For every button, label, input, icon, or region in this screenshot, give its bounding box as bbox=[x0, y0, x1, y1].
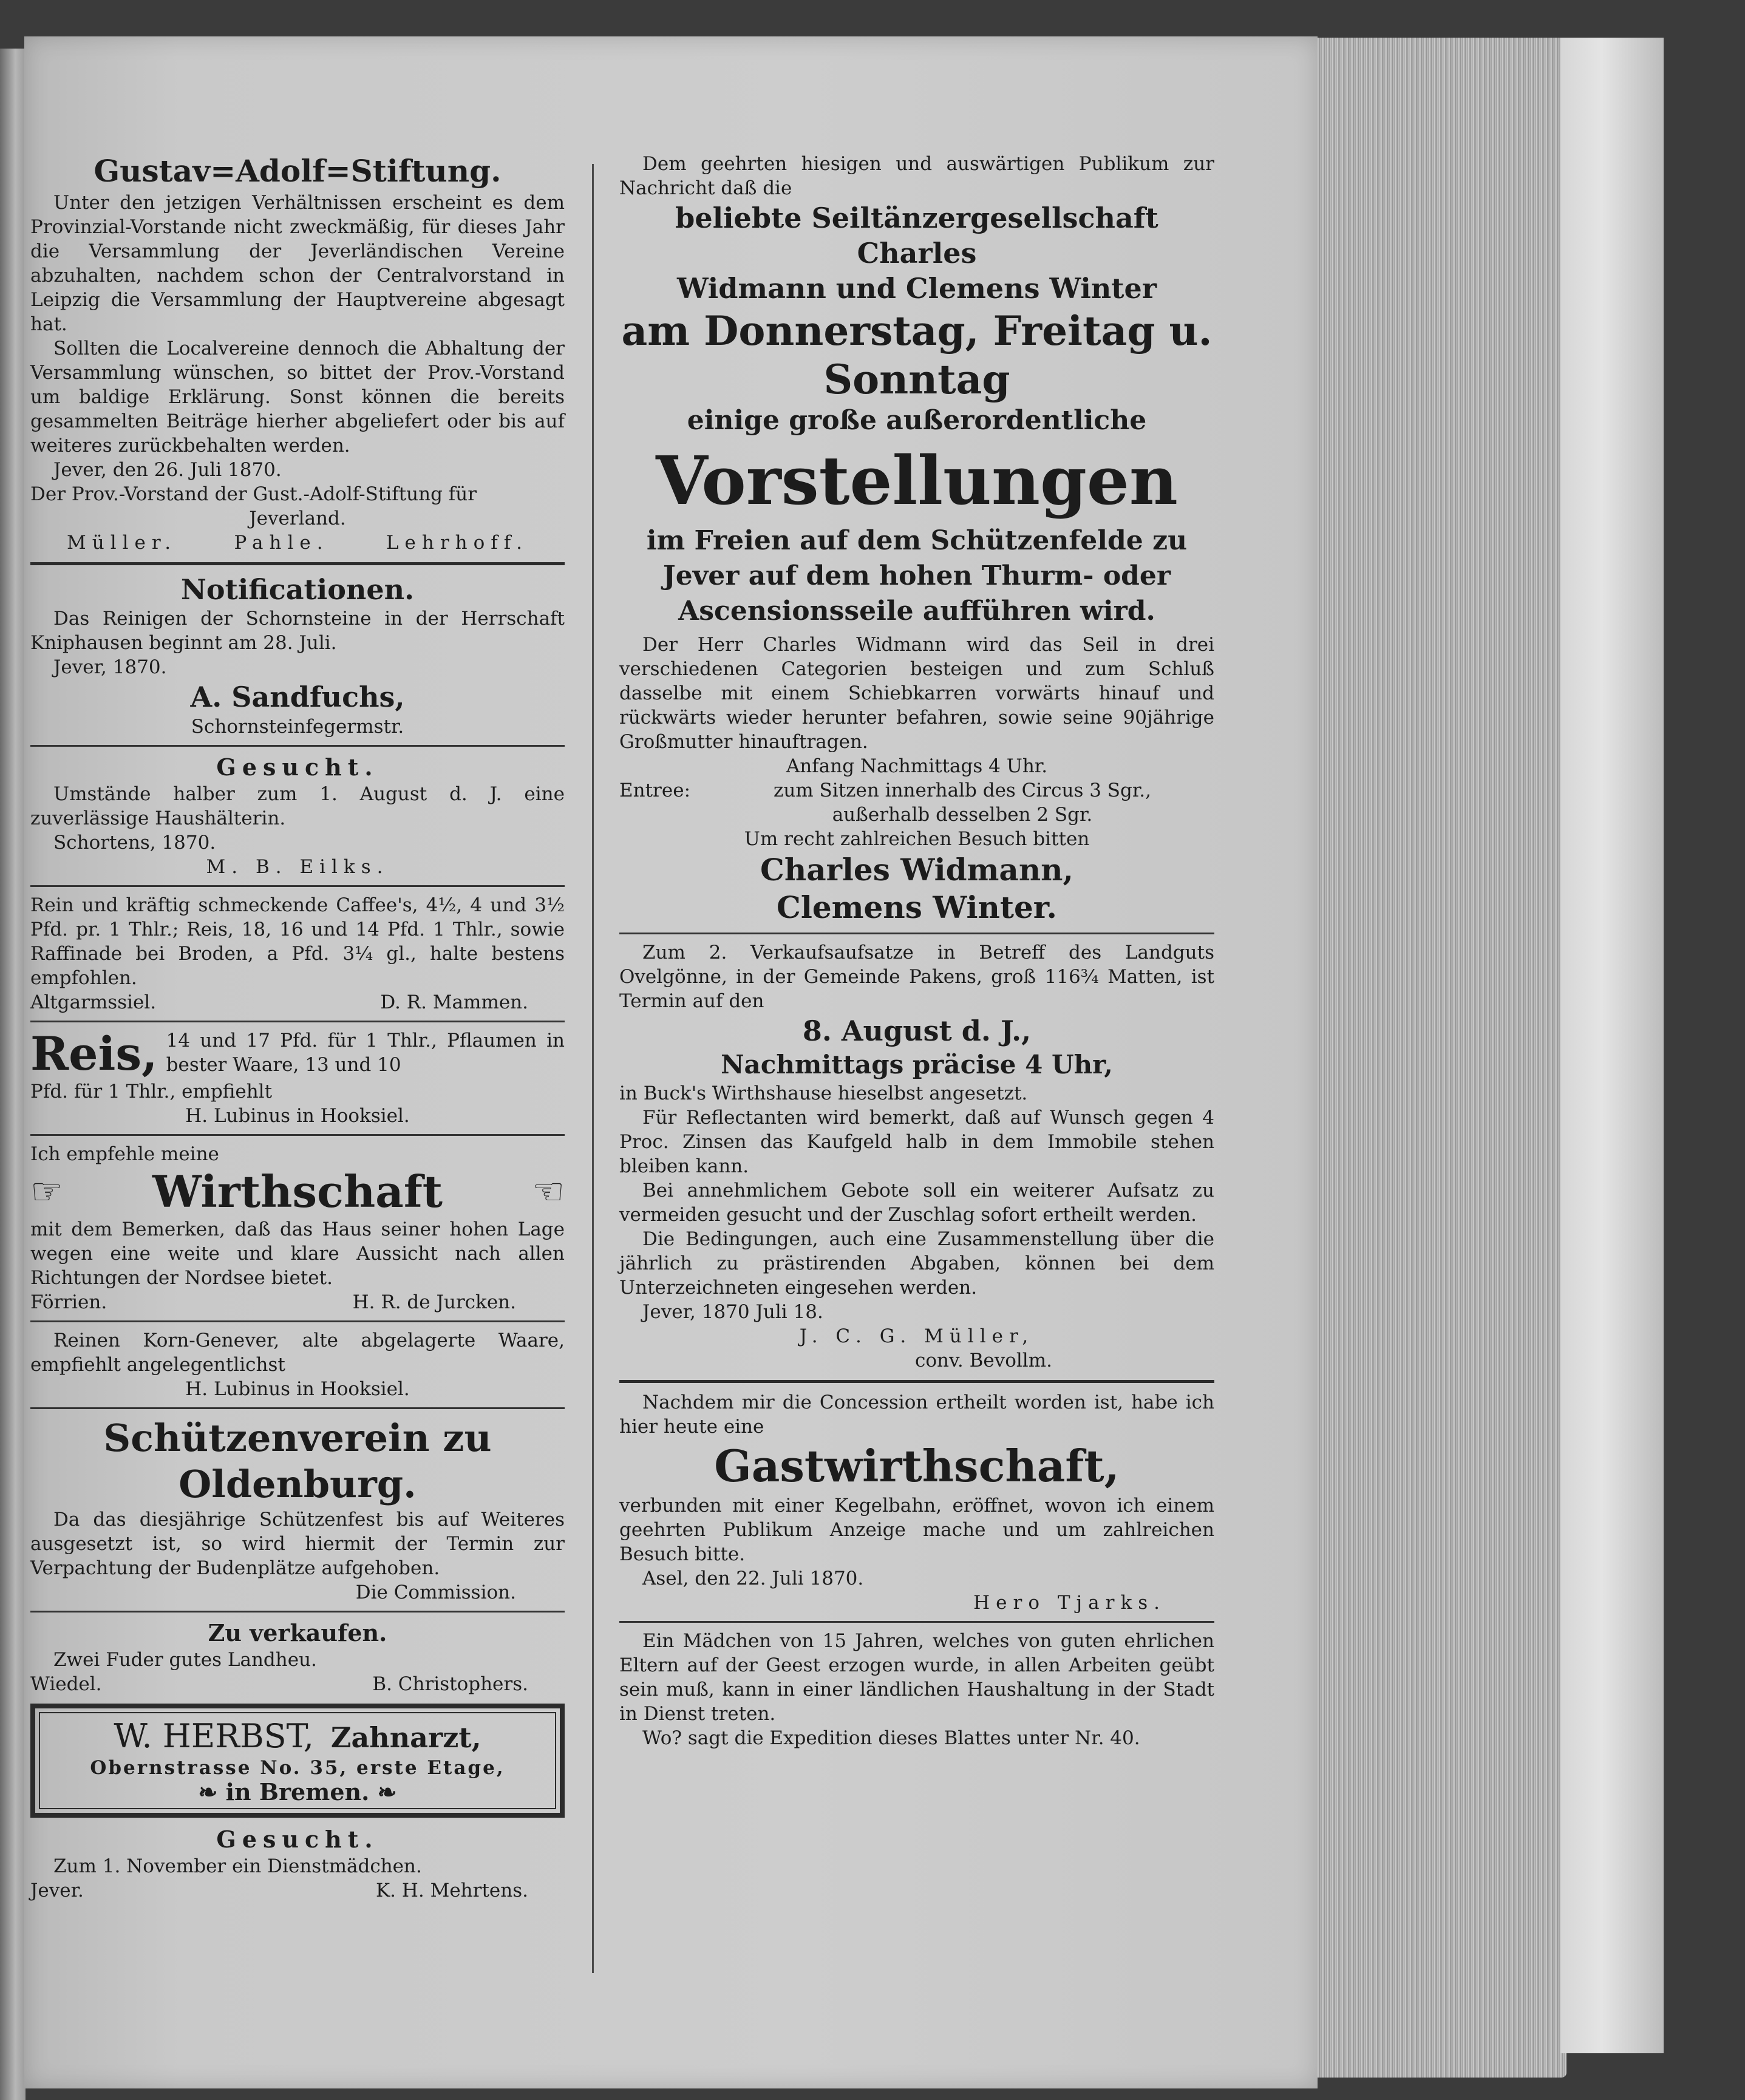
name: Lehrhoff. bbox=[386, 532, 528, 554]
divider bbox=[30, 1021, 565, 1022]
signature: H. R. de Jurcken. bbox=[352, 1291, 516, 1313]
dentist-name: W. HERBST, bbox=[114, 1717, 314, 1755]
entree-price: außerhalb desselben 2 Sgr. bbox=[832, 804, 1093, 826]
paragraph: Ein Mädchen von 15 Jahren, welches von guten ehrlichen Eltern auf der Geest erzogen wurde, in allen Arbeiten geübt sein muß, kann in einer ländlichen Haushaltung in der Stadt in Dienst treten. bbox=[619, 1630, 1214, 1725]
right-column bbox=[619, 152, 1214, 1750]
dateline: Jever, 1870 Juli 18. bbox=[642, 1301, 823, 1323]
ad-herbst-zahnarzt bbox=[30, 1704, 565, 1818]
signature-row bbox=[30, 1290, 565, 1314]
name: Müller. bbox=[67, 532, 177, 554]
auction-date: 8. August d. J., bbox=[802, 1014, 1032, 1047]
dateline: Asel, den 22. Juli 1870. bbox=[642, 1568, 864, 1589]
signature-row bbox=[30, 1672, 565, 1696]
column-divider bbox=[592, 164, 594, 1973]
dateline: Schortens, 1870. bbox=[53, 832, 216, 854]
signature-row bbox=[30, 990, 565, 1014]
paragraph: Umstände halber zum 1. August d. J. eine zuverlässige Haushälterin. bbox=[30, 783, 565, 829]
pointing-hand-left-icon: ☜ bbox=[532, 1171, 565, 1213]
signature: K. H. Mehrtens. bbox=[375, 1880, 528, 1901]
signature: J. C. G. Müller, bbox=[799, 1325, 1035, 1347]
signature: M. B. Eilks. bbox=[206, 856, 389, 878]
ad-reis bbox=[30, 1028, 565, 1128]
paragraph: Das Reinigen der Schornsteine in der Herrschaft Kniphausen beginnt am 28. Juli. bbox=[30, 608, 565, 654]
paragraph: Zum 2. Verkaufsaufsatze in Betreff des Landguts Ovelgönne, in der Gemeinde Pakens, groß 116¾ Matten, ist Termin auf den bbox=[619, 942, 1214, 1012]
divider bbox=[30, 562, 565, 565]
paragraph: Bei annehmlichem Gebote soll ein weiterer Aufsatz zu vermeiden gesucht und der Zuschlag sofort ertheilt werden. bbox=[619, 1180, 1214, 1226]
ad-schuetzenverein bbox=[30, 1415, 565, 1605]
entree bbox=[619, 778, 1214, 827]
place: Wiedel. bbox=[30, 1673, 102, 1695]
divider bbox=[619, 1621, 1214, 1623]
place: Altgarmssiel. bbox=[30, 991, 157, 1013]
entree-label: Entree: bbox=[619, 780, 691, 801]
signature-names bbox=[30, 531, 565, 555]
heading: Notificationen. bbox=[180, 573, 415, 606]
paragraph: Pfd. für 1 Thlr., empfiehlt bbox=[30, 1081, 273, 1103]
paragraph: Unter den jetzigen Verhältnissen erscheint es dem Provinzial-Vorstande nicht zweckmäßig, für dieses Jahr die Versammlung der Jeverländischen Vereine abzuhalten, nachdem schon der Centralvorstand in Leipzig die Versammlung der Hauptvereine abgesagt hat. bbox=[30, 192, 565, 335]
ad-seiltaenzer bbox=[619, 152, 1214, 926]
paragraph: in Buck's Wirthshause hieselbst angesetzt. bbox=[619, 1082, 1028, 1104]
paragraph: 14 und 17 Pfd. für 1 Thlr., Pflaumen in bester Waare, 13 und 10 bbox=[166, 1030, 565, 1076]
paragraph: Da das diesjährige Schützenfest bis auf Weiteres ausgesetzt ist, so wird hiermit der Termin zur Verpachtung der Budenplätze aufgehoben. bbox=[30, 1509, 565, 1579]
divider bbox=[30, 885, 565, 887]
heading: Zu verkaufen. bbox=[208, 1619, 387, 1646]
intro: Ich empfehle meine bbox=[30, 1143, 219, 1165]
paragraph: Wo? sagt die Expedition dieses Blattes unter Nr. 40. bbox=[642, 1727, 1140, 1749]
signature-role: Schornsteinfegermstr. bbox=[191, 716, 404, 738]
headline: einige große außerordentliche bbox=[687, 405, 1147, 436]
auction-time: Nachmittags präcise 4 Uhr, bbox=[721, 1050, 1113, 1079]
headline: im Freien auf dem Schützenfelde zu Jever auf dem hohen Thurm- oder Ascensionsseile aufführen wird. bbox=[646, 525, 1188, 627]
intro: Dem geehrten hiesigen und auswärtigen Publikum zur Nachricht daß die bbox=[619, 153, 1214, 199]
divider bbox=[30, 745, 565, 747]
heading: Gesucht. bbox=[216, 753, 379, 781]
place: Jever. bbox=[30, 1880, 84, 1901]
headline-main: Vorstellungen bbox=[656, 441, 1178, 520]
paragraph: Zwei Fuder gutes Landheu. bbox=[53, 1649, 317, 1671]
book-cover-edge bbox=[1560, 38, 1664, 2053]
headline: beliebte Seiltänzergesellschaft Charles bbox=[675, 202, 1158, 270]
dentist-role: Zahnarzt, bbox=[330, 1721, 481, 1754]
divider bbox=[30, 1407, 565, 1409]
ad-notificationen bbox=[30, 573, 565, 739]
signature-role: conv. Bevollm. bbox=[915, 1350, 1052, 1371]
ad-korn-genever bbox=[30, 1328, 565, 1401]
book-page-edges bbox=[1311, 38, 1566, 2078]
start-time: Anfang Nachmittags 4 Uhr. bbox=[786, 755, 1048, 777]
request: Um recht zahlreichen Besuch bitten bbox=[744, 828, 1090, 850]
ad-gesucht-dienstmaedchen bbox=[30, 1825, 565, 1903]
left-column bbox=[30, 152, 565, 1903]
dateline: Jever, den 26. Juli 1870. bbox=[53, 459, 282, 481]
paragraph: Sollten die Localvereine dennoch die Abhaltung der Versammlung wünschen, so bittet der Prov.-Vorstand um baldige Erklärung. Sonst können die bereits gesammelten Beiträge hierher abgeliefert oder bis auf weiteres zurückbehalten werden. bbox=[30, 338, 565, 457]
signature: Die Commission. bbox=[355, 1582, 516, 1603]
intro: Nachdem mir die Concession ertheilt worden ist, habe ich hier heute eine bbox=[619, 1392, 1214, 1438]
facing-page-edge bbox=[0, 49, 26, 2100]
signature: Der Prov.-Vorstand der Gust.-Adolf-Stiftung für bbox=[30, 483, 477, 505]
divider bbox=[619, 933, 1214, 934]
ad-gesucht-haushaelterin bbox=[30, 753, 565, 879]
divider bbox=[30, 1134, 565, 1136]
paragraph: Zum 1. November ein Dienstmädchen. bbox=[53, 1855, 422, 1877]
heading: Gesucht. bbox=[216, 1826, 379, 1853]
signature: D. R. Mammen. bbox=[380, 991, 528, 1013]
ad-zu-verkaufen bbox=[30, 1619, 565, 1696]
signature: Charles Widmann, bbox=[760, 852, 1073, 888]
heading: Schützenverein zu Oldenburg. bbox=[103, 1416, 492, 1506]
headline: am Donnerstag, Freitag u. bbox=[621, 307, 1213, 355]
paragraph: verbunden mit einer Kegelbahn, eröffnet, wovon ich einem geehrten Publikum Anzeige mache und um zahlreichen Besuch bitte. bbox=[619, 1495, 1214, 1565]
signature: Jeverland. bbox=[249, 508, 346, 529]
divider bbox=[30, 1320, 565, 1322]
ad-gastwirthschaft bbox=[619, 1390, 1214, 1615]
place: Förrien. bbox=[30, 1291, 107, 1313]
city: ❧ in Bremen. ❧ bbox=[198, 1778, 397, 1806]
signature: Hero Tjarks. bbox=[973, 1592, 1166, 1614]
paragraph: Reinen Korn-Genever, alte abgelagerte Waare, empfiehlt angelegentlichst bbox=[30, 1330, 565, 1376]
divider bbox=[619, 1380, 1214, 1383]
ad-wirthschaft bbox=[30, 1142, 565, 1314]
ad-title: Wirthschaft bbox=[152, 1166, 443, 1217]
signature: H. Lubinus in Hooksiel. bbox=[185, 1105, 410, 1127]
heading: Gustav=Adolf=Stiftung. bbox=[94, 153, 502, 189]
ad-landgut-verkauf bbox=[619, 940, 1214, 1373]
ornament-icon: ❧ bbox=[369, 1778, 397, 1806]
address: Obernstrasse No. 35, erste Etage, bbox=[90, 1757, 505, 1779]
paragraph: mit dem Bemerken, daß das Haus seiner hohen Lage wegen eine weite und klare Aussicht nach allen Richtungen der Nordsee bietet. bbox=[30, 1218, 565, 1289]
ad-word: Reis, bbox=[30, 1027, 158, 1081]
ad-gustav-adolf bbox=[30, 152, 565, 555]
pointing-hand-right-icon: ☞ bbox=[30, 1171, 63, 1213]
headline: Sonntag bbox=[823, 356, 1010, 403]
paragraph: Rein und kräftig schmeckende Caffee's, 4½, 4 und 3½ Pfd. pr. 1 Thlr.; Reis, 18, 16 und 14 Pfd. 1 Thlr., sowie Raffinade bei Broden, a Pfd. 3¼ gl., halte bestens empfohlen. bbox=[30, 894, 565, 989]
entree-price: zum Sitzen innerhalb des Circus 3 Sgr., bbox=[774, 780, 1151, 801]
ad-title: Gastwirthschaft, bbox=[714, 1440, 1120, 1492]
name: Pahle. bbox=[234, 532, 329, 554]
ad-caffee bbox=[30, 893, 565, 1014]
paragraph: Für Reflectanten wird bemerkt, daß auf Wunsch gegen 4 Proc. Zinsen das Kaufgeld halb in dem Immobile stehen bleiben kann. bbox=[619, 1107, 1214, 1177]
paragraph: Die Bedingungen, auch eine Zusammenstellung über die jährlich zu prästirenden Abgaben, können bei dem Unterzeichneten eingesehen werden. bbox=[619, 1228, 1214, 1299]
signature: H. Lubinus in Hooksiel. bbox=[185, 1378, 410, 1400]
divider bbox=[30, 1611, 565, 1612]
dateline: Jever, 1870. bbox=[53, 656, 167, 678]
signature: B. Christophers. bbox=[372, 1673, 528, 1695]
signature: A. Sandfuchs, bbox=[190, 681, 405, 713]
ornament-icon: ❧ bbox=[198, 1778, 226, 1806]
headline: Widmann und Clemens Winter bbox=[676, 272, 1157, 305]
signature: Clemens Winter. bbox=[777, 889, 1057, 925]
signature-row bbox=[30, 1878, 565, 1903]
paragraph: Der Herr Charles Widmann wird das Seil in drei verschiedenen Categorien besteigen und zum Schluß dasselbe mit einem Schiebkarren vorwärts hinauf und rückwärts wieder herunter befahren, sowie seine 90jährige Großmutter hinauftragen. bbox=[619, 634, 1214, 753]
ad-maedchen bbox=[619, 1629, 1214, 1750]
